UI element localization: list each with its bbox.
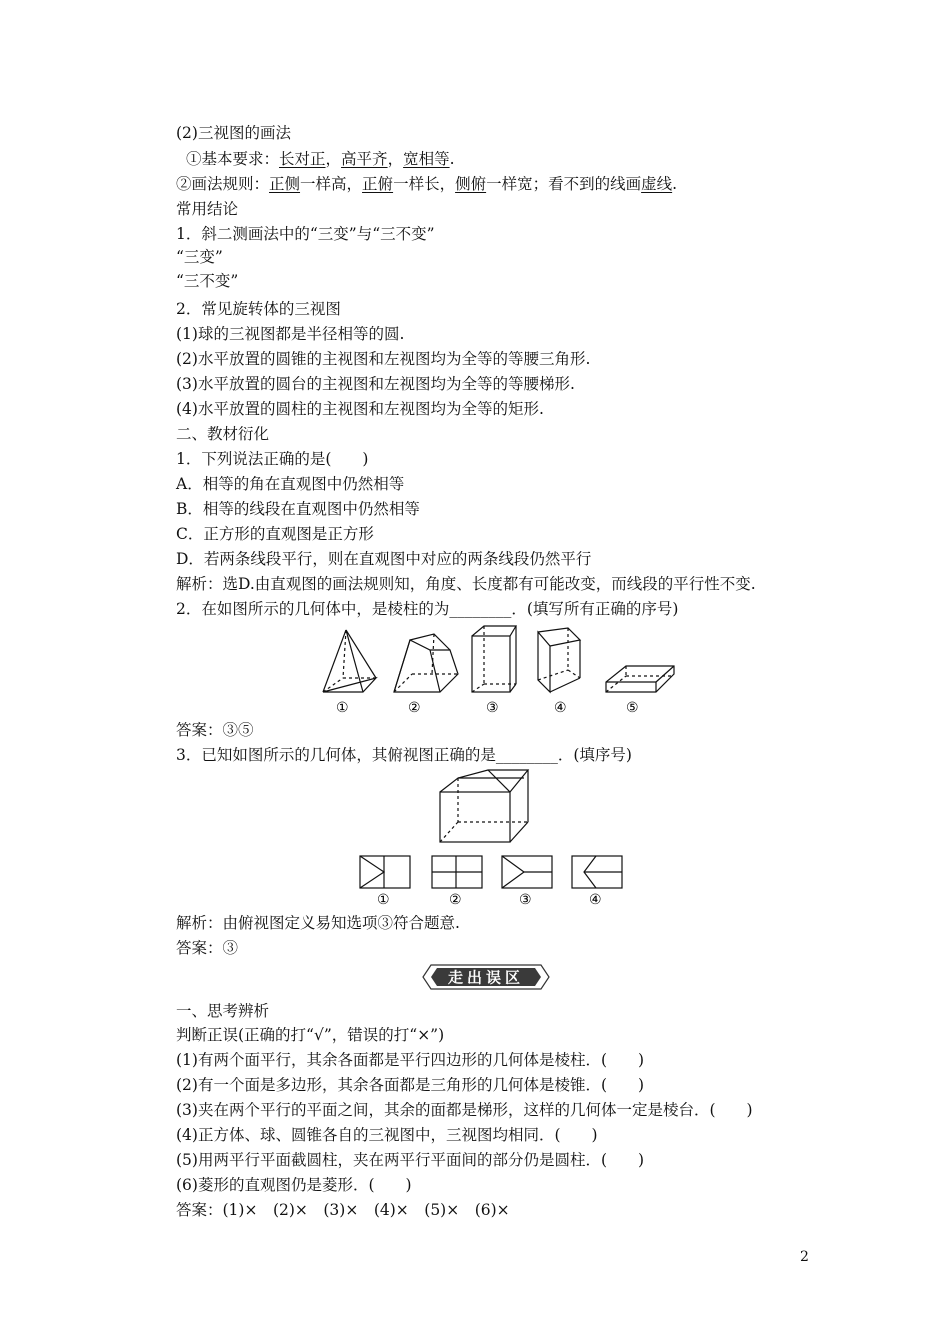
pyramid-shape	[323, 630, 376, 692]
figure1-label-4: ④	[554, 700, 567, 716]
heading-textbook: 二、教材衍化	[176, 425, 270, 443]
figure2-label-4: ④	[589, 892, 602, 908]
item-frustum: (3)水平放置的圆台的主视图和左视图均为全等的等腰梯形.	[176, 375, 575, 393]
conclusion-1: 1．斜二测画法中的“三变”与“三不变”	[176, 225, 435, 243]
option-a: A．相等的角在直观图中仍然相等	[176, 475, 405, 493]
banner-text: 走出误区	[447, 968, 525, 987]
option-d: D．若两条线段平行，则在直观图中对应的两条线段仍然平行	[176, 550, 592, 568]
statement-6: (6)菱形的直观图仍是菱形．( )	[176, 1176, 412, 1194]
text: .	[672, 175, 678, 193]
heading-reflection: 一、思考辨析	[176, 1002, 270, 1020]
option-b: B．相等的线段在直观图中仍然相等	[176, 500, 420, 518]
question-1: 1．下列说法正确的是( )	[176, 450, 369, 468]
option-2-view	[432, 856, 482, 888]
section-banner	[421, 963, 551, 991]
text: ，	[325, 150, 342, 168]
text: .	[449, 150, 455, 168]
answer-2: 答案：③⑤	[176, 721, 254, 739]
frustum-shape	[394, 634, 458, 692]
figure-top-view-options	[356, 852, 626, 908]
underlined-term: 侧俯	[455, 175, 487, 193]
option-c: C．正方形的直观图是正方形	[176, 525, 374, 543]
conclusion-2: 2．常见旋转体的三视图	[176, 300, 341, 318]
option-4-view	[572, 856, 622, 888]
figure2-label-2: ②	[449, 892, 462, 908]
slanted-solid-shape	[538, 628, 580, 692]
heading-common-conclusions: 常用结论	[176, 200, 239, 218]
question-3: 3．已知如图所示的几何体，其俯视图正确的是________．(填序号)	[176, 746, 632, 764]
figure1-label-1: ①	[336, 700, 349, 716]
text: ①基本要求：	[186, 150, 280, 168]
underlined-term: 正俯	[362, 175, 394, 193]
figure2-label-1: ①	[377, 892, 390, 908]
figure-solid-with-prism-top	[436, 768, 536, 848]
underlined-term: 宽相等	[403, 150, 450, 168]
three-no-changes: “三不变”	[176, 272, 239, 290]
three-changes: “三变”	[176, 248, 223, 266]
underlined-term: 高平齐	[341, 150, 388, 168]
figure2-label-3: ③	[519, 892, 532, 908]
statement-3: (3)夹在两个平行的平面之间，其余的面都是梯形，这样的几何体一定是棱台．( )	[176, 1101, 753, 1119]
option-1-view	[360, 856, 410, 888]
section-heading-three-views: (2)三视图的画法	[176, 124, 291, 142]
text: ②画法规则：	[176, 175, 270, 193]
prism-flat-shape	[606, 666, 674, 692]
item-sphere: (1)球的三视图都是半径相等的圆.	[176, 325, 405, 343]
instructions-true-false: 判断正误(正确的打“√”，错误的打“×”)	[176, 1026, 445, 1044]
underlined-term: 虚线	[641, 175, 673, 193]
item-cylinder: (4)水平放置的圆柱的主视图和左视图均为全等的矩形.	[176, 400, 544, 418]
figure1-label-5: ⑤	[626, 700, 639, 716]
figure-solids	[310, 622, 680, 718]
statement-5: (5)用两平行平面截圆柱，夹在两平行平面间的部分仍是圆柱．( )	[176, 1151, 645, 1169]
analysis-1: 解析：选D.由直观图的画法规则知，角度、长度都有可能改变，而线段的平行性不变.	[176, 575, 756, 593]
answer-3: 答案：③	[176, 939, 239, 957]
prism-tall-shape	[472, 626, 516, 692]
text: ，	[387, 150, 404, 168]
drawing-rules	[176, 174, 677, 194]
text: 一样高，	[300, 175, 363, 193]
text: 一样宽；看不到的线画	[486, 175, 642, 193]
underlined-term: 正侧	[269, 175, 301, 193]
basic-requirements	[186, 149, 455, 169]
option-3-view	[502, 856, 552, 888]
page-number: 2	[800, 1249, 809, 1265]
figure1-label-2: ②	[408, 700, 421, 716]
text: 一样长，	[393, 175, 456, 193]
item-cone: (2)水平放置的圆锥的主视图和左视图均为全等的等腰三角形.	[176, 350, 591, 368]
question-2: 2．在如图所示的几何体中，是棱柱的为________．(填写所有正确的序号)	[176, 600, 679, 618]
analysis-3: 解析：由俯视图定义易知选项③符合题意.	[176, 914, 460, 932]
answers-true-false: 答案：(1)× (2)× (3)× (4)× (5)× (6)×	[176, 1201, 510, 1219]
figure1-label-3: ③	[486, 700, 499, 716]
statement-4: (4)正方体、球、圆锥各自的三视图中，三视图均相同．( )	[176, 1126, 598, 1144]
statement-2: (2)有一个面是多边形，其余各面都是三角形的几何体是棱锥．( )	[176, 1076, 645, 1094]
statement-1: (1)有两个面平行，其余各面都是平行四边形的几何体是棱柱．( )	[176, 1051, 645, 1069]
underlined-term: 长对正	[279, 150, 326, 168]
